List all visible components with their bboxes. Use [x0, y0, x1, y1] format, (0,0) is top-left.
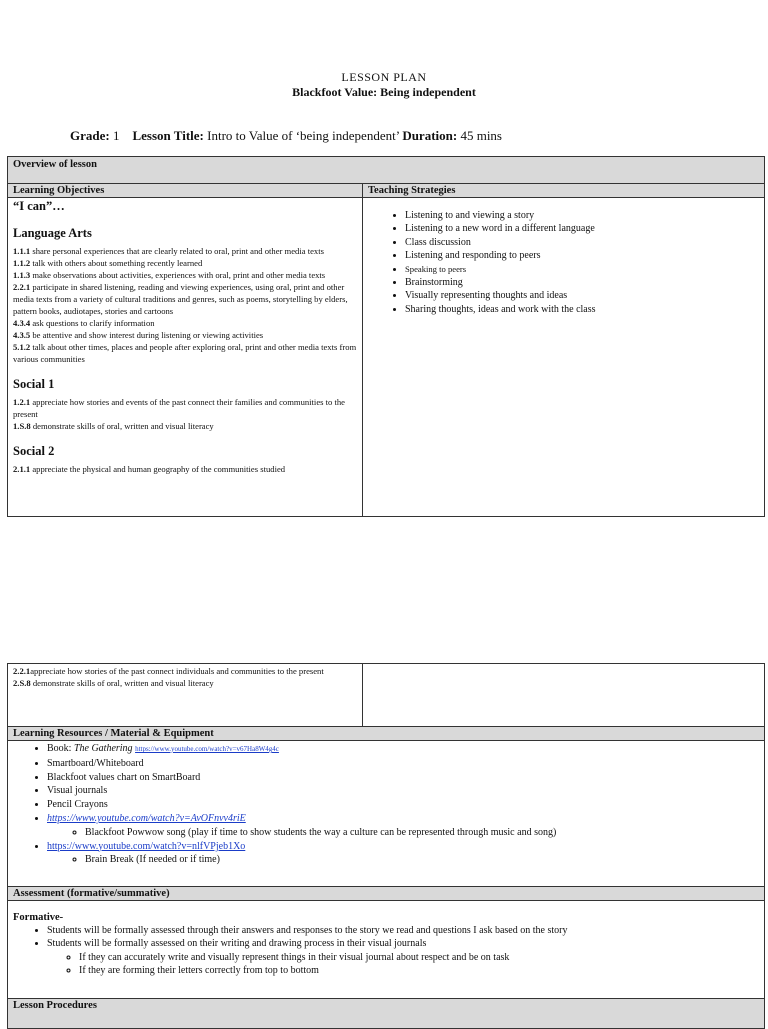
strategies-cell	[363, 198, 765, 517]
sub-list	[47, 951, 759, 977]
book-title: The Gathering	[73, 743, 133, 754]
list-item: • Speaking to peers	[405, 263, 759, 276]
outcome-item: 4.3.4 ask questions to clarify information	[13, 318, 155, 328]
sub-list	[47, 853, 759, 867]
list-item: • Sharing thoughts, ideas and work with the class	[405, 303, 759, 316]
resources-label: Learning Resources / Material & Equipment	[13, 728, 214, 739]
list-item: • Listening and responding to peers	[405, 249, 759, 262]
grade-value: 1	[112, 128, 120, 143]
list-item: • Visual journals	[47, 784, 759, 798]
list-item: • Blackfoot values chart on SmartBoard	[47, 771, 759, 785]
assessment-list	[13, 924, 759, 977]
lesson-table-page1	[7, 156, 765, 517]
list-item: • Students will be formally assessed on their writing and drawing process in their visual journals ◦ If they can accurately write and visually represent things in their visual journal about respect and be on task ◦ If they are forming their letters correctly from top to bottom	[47, 937, 759, 977]
lesson-meta	[70, 128, 502, 144]
list-item: ◦ Blackfoot Powwow song (play if time to show students the way a culture can be represented through music and song)	[85, 826, 759, 840]
objectives-label: Learning Objectives	[13, 185, 105, 196]
list-item: • Listening to a new word in a different language	[405, 222, 759, 235]
outcome-item: 2.S.8 demonstrate skills of oral, written and visual literacy	[13, 678, 214, 688]
social2-title: Social 2	[13, 444, 55, 458]
lesson-table-page2	[7, 663, 765, 1029]
objectives-cell	[8, 198, 363, 517]
resources-list	[13, 742, 759, 867]
strategies-continued-cell	[363, 664, 765, 727]
language-arts-title: Language Arts	[13, 226, 92, 240]
assessment-header	[8, 887, 765, 901]
outcome-item: 1.1.1 share personal experiences that are clearly related to oral, print and other media texts	[13, 246, 324, 256]
duration-value: 45 mins	[460, 128, 502, 143]
outcome-item: 4.3.5 be attentive and show interest during listening or viewing activities	[13, 330, 264, 340]
list-item: • Class discussion	[405, 236, 759, 249]
duration-label: Duration:	[402, 128, 458, 143]
formative-label: Formative-	[13, 912, 64, 923]
social1-title: Social 1	[13, 377, 55, 391]
list-item: • Book: The Gathering https://www.youtube.com/watch?v=v67Ha8W4g4c	[47, 742, 759, 757]
grade-label: Grade:	[70, 128, 110, 143]
powwow-video-link[interactable]: https://www.youtube.com/watch?v=AvOFnvv4riE	[47, 812, 246, 824]
procedures-label: Lesson Procedures	[13, 1000, 97, 1011]
strategies-label: Teaching Strategies	[368, 185, 456, 196]
outcome-item: 1.2.1 appreciate how stories and events of the past connect their families and communities to the present	[13, 397, 345, 419]
overview-header	[8, 157, 765, 184]
resources-header	[8, 727, 765, 741]
resources-cell	[8, 741, 765, 887]
objectives-continued-cell	[8, 664, 363, 727]
list-item: • Pencil Crayons	[47, 798, 759, 812]
strategies-list	[368, 209, 759, 316]
document-subtitle: Blackfoot Value: Being independent	[292, 85, 476, 99]
strategies-header	[363, 184, 765, 198]
assessment-label: Assessment (formative/summative)	[13, 888, 170, 899]
language-arts-outcomes	[13, 245, 357, 365]
list-item: ◦ If they are forming their letters correctly from top to bottom	[79, 964, 759, 977]
list-item: ◦ Brain Break (If needed or if time)	[85, 853, 759, 867]
list-item	[47, 812, 759, 840]
sub-list	[47, 826, 759, 840]
outcome-item: 1.1.2 talk with others about something recently learned	[13, 258, 203, 268]
brain-break-video-link[interactable]: https://www.youtube.com/watch?v=nlfVPjeb1Xo	[47, 840, 246, 852]
list-item	[47, 840, 759, 868]
lesson-title-value: Intro to Value of ‘being independent’	[207, 128, 400, 143]
document-title: LESSON PLAN	[341, 70, 427, 84]
objectives-header	[8, 184, 363, 198]
overview-label: Overview of lesson	[13, 159, 97, 170]
list-item: • Visually representing thoughts and ideas	[405, 289, 759, 302]
i-can-heading: “I can”…	[13, 199, 65, 213]
procedures-header	[8, 999, 765, 1029]
outcome-item: 5.1.2 talk about other times, places and people after exploring oral, print and other media texts from various communities	[13, 342, 357, 364]
assessment-cell	[8, 901, 765, 999]
list-item: ◦ If they can accurately write and visually represent things in their visual journal about respect and be on task	[79, 951, 759, 964]
lesson-title-label: Lesson Title:	[132, 128, 204, 143]
social2-outcomes	[13, 463, 357, 475]
outcome-item: 2.2.1 participate in shared listening, reading and viewing experiences, using oral, print and other media texts from a variety of cultural traditions and genres, such as poems, storytelling by elders, pattern books, audiotapes, stories and cartoons	[13, 282, 348, 316]
list-item: • Students will be formally assessed through their answers and responses to the story we read and questions I ask based on the story	[47, 924, 759, 937]
outcome-item: 1.1.3 make observations about activities, experiences with oral, print and other media texts	[13, 270, 326, 280]
book-video-link[interactable]: https://www.youtube.com/watch?v=v67Ha8W4g4c	[135, 745, 279, 753]
outcome-item: 2.2.1appreciate how stories of the past connect individuals and communities to the present	[13, 666, 324, 676]
document-header	[0, 70, 768, 100]
outcome-item: 2.1.1 appreciate the physical and human geography of the communities studied	[13, 464, 286, 474]
outcome-item: 1.S.8 demonstrate skills of oral, written and visual literacy	[13, 421, 214, 431]
list-item: • Brainstorming	[405, 276, 759, 289]
social1-outcomes	[13, 396, 357, 432]
list-item: • Listening to and viewing a story	[405, 209, 759, 222]
list-item: • Smartboard/Whiteboard	[47, 757, 759, 771]
